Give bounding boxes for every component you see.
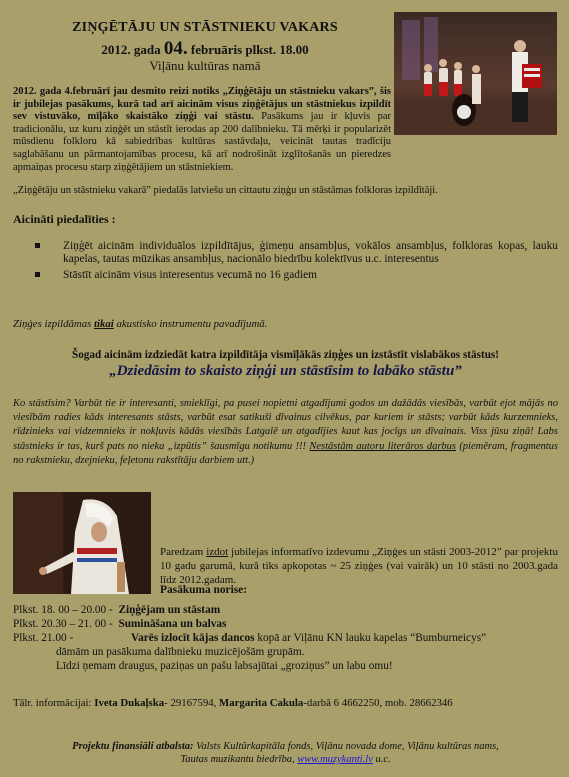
program-activity-rest: kopā ar Viļānu KN lauku kapelas “Bumburneicys” [254,632,487,644]
publication-emphasis: izdot [206,546,229,558]
program-time: Plkst. 20.30 – 21. 00 - [13,618,113,630]
funding-line2: Tautas muzikantu biedrība, [180,754,298,765]
funding-info [13,740,558,766]
date-prefix: 2012. gada [101,42,164,57]
story-tail: (piemēram, fragmentus no rakstnieku, dzejnieku, feļetonu rakstītāju darbiem utt.) [13,440,558,466]
contact-label: Tālr. informācijai: [13,697,95,709]
event-venue: Viļānu kultūras namā [149,58,261,73]
intro-closing-text: „Ziņģētāju un stāstnieku vakarā” piedalās latviešu un cittautu ziņģu un stāstāmas folkloras izpildītāji. [13,185,438,196]
contact-info [13,697,558,709]
stage-performers-illustration [394,12,557,135]
list-item [13,240,558,266]
story-paragraph [13,397,558,468]
date-suffix: februāris plkst. 18.00 [187,42,309,57]
contact-phone-2: -darbā 6 4662250, mob. 28662346 [303,697,453,709]
program-time: Plkst. 18. 00 – 20.00 - [13,604,113,616]
stage-performers-photo [394,12,557,135]
event-title: ZIŅĢĒTĀJU UN STĀSTNIEKU VAKARS [72,20,338,35]
event-date [20,38,390,60]
invite-line: Šogad aicinām izdziedāt katra izpildītāja vismīļākās ziņģes un izstāstīt vislabākos stāstus! [71,349,500,361]
funding-tail: u.c. [372,754,391,765]
program-extra-line: dāmām un pasākuma dalībnieku muzicējošām grupām. [56,646,305,658]
invite-slogan: „Dziedāsim to skaisto ziņģi un stāstīsim to labāko stāstu” [109,363,462,379]
program-heading: Pasākuma norise: [160,584,248,596]
date-day: 04. [163,38,188,59]
program-activity: Ziņģējam un stāstam [118,604,221,616]
muzykanti-link[interactable]: www.muzykanti.lv [297,754,373,765]
story-text: Ko stāstīsim? Varbūt tie ir interesanti, smieklīgi, pa pusei nopietni atgadījumi godos un dažādās viesībās, varbūt ejot mājās no viesībām radies kāds interesants stāsts, varbūt esat satikuši dīvainus cilvēkus, par kuriem ir stāsts; varbūt kāds kurzemnieks, rīdzinieks vai vidzemnieks ir nokļuvis kādās viesībās Latgalē un atgadījies kaut kas jocīgs un dīvainais. Viss jūsu ziņā! Labs stāstnieks ir tas, kurš pats no nieka „izpūtis” šausmīgu notikumu !!! [13,398,558,452]
program-row [13,604,558,617]
note-suffix: akustisko instrumentu pavadījumā. [113,318,268,330]
list-item [13,269,558,282]
bullet-icon [35,243,40,248]
intro-paragraph [13,86,391,174]
storyteller-photo [13,492,151,594]
intro-bold-text: 2012. gada 4.februārī jau desmito reizi notiks „Ziņģētāju un stāstnieku vakars”, šis ir jubilejas pasākums, kurā tad arī aicinām visus ziņģētājus un stāstniekus izpildīt sev vistuvāko, mīļāko skaistāko ziņģi vai stāstu. [13,86,391,123]
program-time: Plkst. 21.00 - [13,632,74,644]
program-activity: Varēs izlocīt kājas dancos [131,632,255,644]
publication-prefix: Paredzam [160,546,207,558]
participants-heading: Aicināti piedalīties : [13,212,116,226]
publication-text: jubilejas informatīvo izdevumu „Ziņģes un stāsti 2003-2012” par projektu 10 gadu garumā, kurā tiks apkopotas ~ 25 ziņģes (vai vairāk) un 10 stāsti no 2003.gada līdz 2012.gadam. [160,546,558,586]
note-emphasis: tikai [94,318,114,330]
instrument-note [13,318,267,330]
storyteller-illustration [13,492,151,594]
funding-label: Projektu finansiāli atbalsta: [72,741,194,752]
program-row [13,632,558,645]
participant-item-text: Ziņģēt aicinām individuālos izpildītājus, ģimeņu ansambļus, vokālos ansambļus, folkloras kopas, lauku kapelas, tautas mūzikas ansambļus, nacionālo biedrību kolektīvus u.c. interesentus [63,240,558,265]
bullet-icon [35,272,40,277]
participant-item-text: Stāstīt aicinām visus interesentus vecumā no 16 gadiem [63,269,318,281]
program-row [13,618,558,631]
program-closing-line: Līdzi ņemam draugus, paziņas un pašu labsajūtai „groziņus” un labu omu! [56,660,393,672]
note-prefix: Ziņģes izpildāmas [13,318,94,330]
contact-name-2: Margarita Cakula [219,697,304,709]
story-underlined: Nestāstām autoru literāros darbus [309,440,456,452]
participants-list [13,240,558,285]
program-activity: Sumināšana un balvas [118,618,227,630]
intro-normal-text: Pasākums jau ir kļuvis par tradicionālu, uz kuru ziņģēt un stāstīt ierodas ap 200 dalībnieku. Tā mērķi ir popularizēt mūsdienu folkloru kā sabiedrības kultūras sastāvdaļu, veicināt tautas tradīciju saglabāšanu un pārmantojamības procesu, kā arī nodrošināt izglītošanās un pieredzes apmaiņas procesu starp ziņģētājiem un stāstniekiem. [13,111,391,173]
funding-text: Valsts Kultūrkapitāla fonds, Viļānu novada dome, Viļānu kultūras nams, [193,741,499,752]
contact-phone-1: - 29167594, [164,697,220,709]
contact-name-1: Iveta Dukaļska [94,697,165,709]
publication-paragraph [160,545,558,587]
